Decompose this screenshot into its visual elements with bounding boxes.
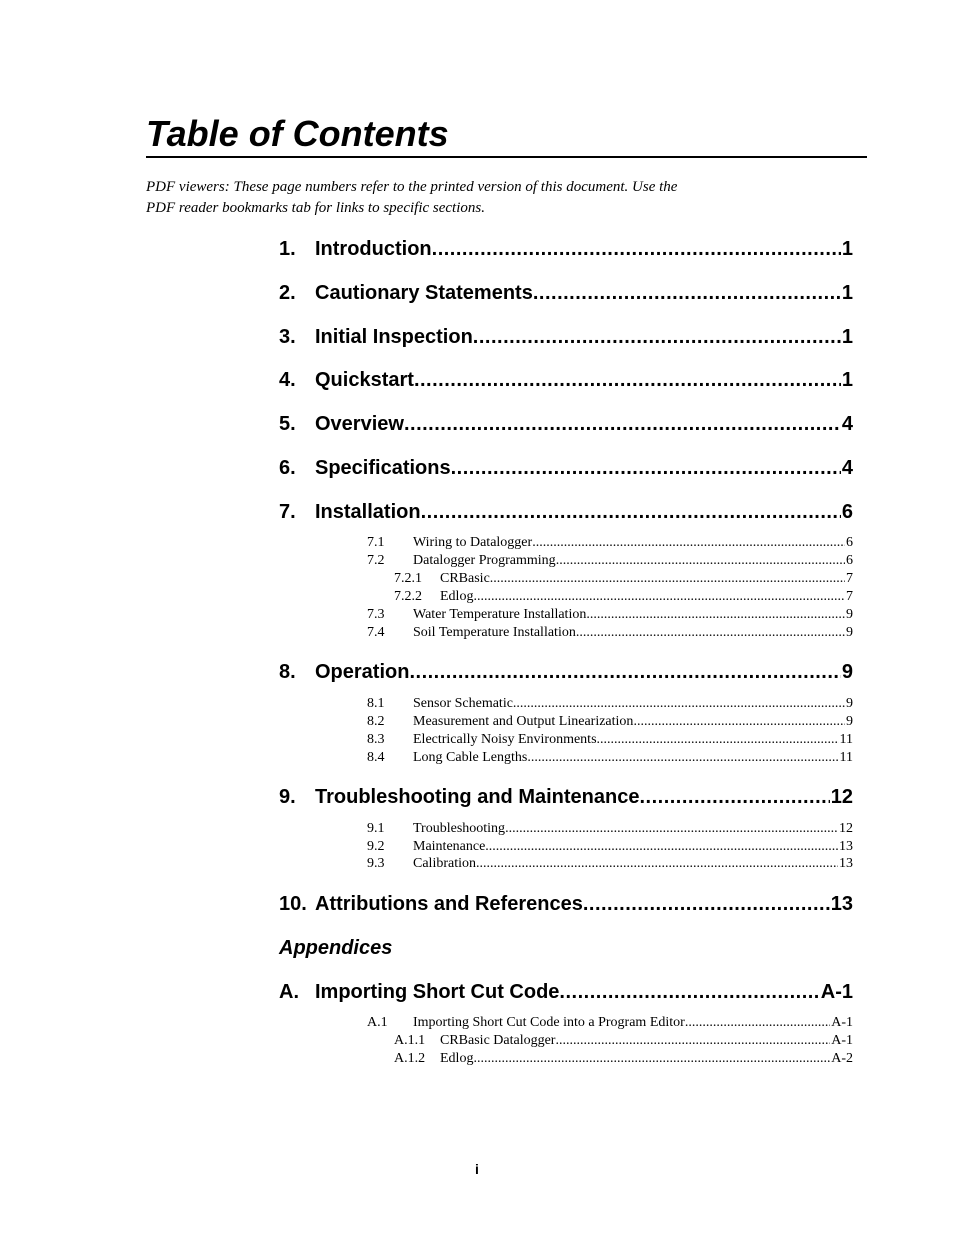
toc-page: 9 <box>846 625 853 640</box>
dot-leader <box>586 606 845 624</box>
dot-leader <box>556 552 845 570</box>
note-line-1: PDF viewers: These page numbers refer to the printed version of this document. Use the <box>146 179 678 195</box>
toc-number: 7.4 <box>367 625 385 640</box>
toc-entry-electrically-noisy-environments[interactable] <box>367 731 853 749</box>
toc-entry-installation[interactable] <box>279 500 853 524</box>
toc-page: 11 <box>839 732 853 747</box>
note-line-2: PDF reader bookmarks tab for links to specific sections. <box>146 200 485 216</box>
dot-leader <box>685 1014 830 1032</box>
toc-page: A-1 <box>831 1033 853 1048</box>
toc-entry-edlog[interactable] <box>394 588 853 606</box>
toc-page: 1 <box>841 369 853 391</box>
toc-page: 13 <box>830 893 853 915</box>
toc-number: 9. <box>279 786 296 808</box>
toc-label: Sensor Schematic <box>413 696 513 711</box>
toc-label: Initial Inspection <box>315 326 473 348</box>
toc-entry-introduction[interactable] <box>279 237 853 261</box>
toc-entry-specifications[interactable] <box>279 456 853 480</box>
toc-label: Specifications <box>315 457 451 479</box>
toc-label: Troubleshooting <box>413 821 506 836</box>
toc-number: 8.4 <box>367 750 385 765</box>
dot-leader <box>576 624 845 642</box>
dot-leader <box>404 412 841 436</box>
toc-page: 9 <box>846 607 853 622</box>
toc-number: 1. <box>279 238 296 260</box>
page-title: Table of Contents <box>146 113 449 154</box>
toc-number: 9.2 <box>367 839 385 854</box>
toc-label: Datalogger Programming <box>413 553 556 568</box>
toc-entry-edlog-appendix[interactable] <box>394 1050 853 1068</box>
toc-number: 3. <box>279 326 296 348</box>
toc-number: 7.2 <box>367 553 385 568</box>
dot-leader <box>633 713 845 731</box>
toc-entry-soil-temperature-installation[interactable] <box>367 624 853 642</box>
dot-leader <box>473 325 841 349</box>
toc-entry-long-cable-lengths[interactable] <box>367 749 853 767</box>
toc-page: A-1 <box>831 1015 853 1030</box>
toc-entry-maintenance[interactable] <box>367 838 853 856</box>
toc-page: 9 <box>846 696 853 711</box>
dot-leader <box>409 660 840 684</box>
toc-label: Troubleshooting and Maintenance <box>315 786 640 808</box>
toc-page: 12 <box>830 786 853 808</box>
toc-number: 9.3 <box>367 856 385 871</box>
toc-entry-initial-inspection[interactable] <box>279 325 853 349</box>
toc-page: 9 <box>846 714 853 729</box>
toc-number: A. <box>279 981 299 1003</box>
toc-number: 7. <box>279 501 296 523</box>
toc-entry-measurement-and-output-linearization[interactable] <box>367 713 853 731</box>
dot-leader <box>639 785 829 809</box>
toc-number: 8.2 <box>367 714 385 729</box>
dot-leader <box>597 731 839 749</box>
dot-leader <box>476 855 838 873</box>
dot-leader <box>490 570 845 588</box>
toc-label: Electrically Noisy Environments <box>413 732 597 747</box>
toc-entry-wiring-to-datalogger[interactable] <box>367 534 853 552</box>
dot-leader <box>513 695 845 713</box>
toc-label: Importing Short Cut Code into a Program Editor <box>413 1015 685 1030</box>
toc-page: 9 <box>841 661 853 683</box>
appendices-heading: Appendices <box>279 937 393 959</box>
toc-label: Introduction <box>315 238 432 260</box>
toc-label: Soil Temperature Installation <box>413 625 576 640</box>
toc-number: 2. <box>279 282 296 304</box>
toc-page: 7 <box>846 589 853 604</box>
toc-page: 6 <box>846 535 853 550</box>
title-rule <box>146 156 867 158</box>
toc-entry-operation[interactable] <box>279 660 853 684</box>
dot-leader <box>473 588 845 606</box>
toc-number: 7.2.2 <box>394 589 422 604</box>
toc-page: 13 <box>839 856 853 871</box>
toc-number: 8.3 <box>367 732 385 747</box>
toc-number: 7.2.1 <box>394 571 422 586</box>
toc-page: 4 <box>841 457 853 479</box>
toc-label: Calibration <box>413 856 476 871</box>
toc-entry-sensor-schematic[interactable] <box>367 695 853 713</box>
toc-page: 1 <box>841 282 853 304</box>
toc-page: 4 <box>841 413 853 435</box>
toc-label: Measurement and Output Linearization <box>413 714 634 729</box>
toc-number: 10. <box>279 893 307 915</box>
toc-number: 9.1 <box>367 821 385 836</box>
toc-entry-datalogger-programming[interactable] <box>367 552 853 570</box>
dot-leader <box>451 456 841 480</box>
toc-label: Importing Short Cut Code <box>315 981 560 1003</box>
dot-leader <box>532 534 845 552</box>
toc-number: 5. <box>279 413 296 435</box>
toc-label: Water Temperature Installation <box>413 607 587 622</box>
toc-label: Quickstart <box>315 369 414 391</box>
toc-label: Attributions and References <box>315 893 583 915</box>
toc-page: 6 <box>841 501 853 523</box>
toc-page: A-1 <box>820 981 853 1003</box>
dot-leader <box>533 281 841 305</box>
page-number: i <box>475 1161 479 1177</box>
dot-leader <box>559 980 819 1004</box>
dot-leader <box>421 500 841 524</box>
toc-entry-overview[interactable] <box>279 412 853 436</box>
toc-entry-crbasic-datalogger[interactable] <box>394 1032 853 1050</box>
toc-page: 13 <box>839 839 853 854</box>
dot-leader <box>432 237 841 261</box>
dot-leader <box>555 1032 830 1050</box>
toc-page: 1 <box>841 238 853 260</box>
toc-label: Edlog <box>440 589 474 604</box>
toc-number: A.1 <box>367 1015 388 1030</box>
toc-page: 6 <box>846 553 853 568</box>
toc-entry-troubleshooting-and-maintenance[interactable] <box>279 785 853 809</box>
toc-page: 11 <box>839 750 853 765</box>
toc-entry-quickstart[interactable] <box>279 368 853 392</box>
toc-label: Overview <box>315 413 404 435</box>
toc-number: 4. <box>279 369 296 391</box>
toc-label: CRBasic <box>440 571 490 586</box>
dot-leader <box>583 892 830 916</box>
toc-entry-troubleshooting[interactable] <box>367 820 853 838</box>
toc-label: CRBasic Datalogger <box>440 1033 556 1048</box>
toc-page: 12 <box>839 821 853 836</box>
toc-number: A.1.2 <box>394 1051 426 1066</box>
toc-entry-importing-short-cut-code[interactable] <box>279 980 853 1004</box>
toc-label: Installation <box>315 501 421 523</box>
toc-number: 8. <box>279 661 296 683</box>
toc-entry-water-temperature-installation[interactable] <box>367 606 853 624</box>
dot-leader <box>505 820 838 838</box>
toc-entry-cautionary-statements[interactable] <box>279 281 853 305</box>
toc-label: Long Cable Lengths <box>413 750 528 765</box>
toc-entry-calibration[interactable] <box>367 855 853 873</box>
toc-label: Operation <box>315 661 410 683</box>
dot-leader <box>485 838 838 856</box>
dot-leader <box>473 1050 830 1068</box>
toc-number: 6. <box>279 457 296 479</box>
dot-leader <box>527 749 838 767</box>
toc-entry-attributions-and-references[interactable] <box>279 892 853 916</box>
toc-label: Wiring to Datalogger <box>413 535 533 550</box>
toc-entry-crbasic[interactable] <box>394 570 853 588</box>
toc-label: Cautionary Statements <box>315 282 533 304</box>
toc-number: 7.3 <box>367 607 385 622</box>
dot-leader <box>414 368 841 392</box>
toc-label: Maintenance <box>413 839 486 854</box>
toc-page: A-2 <box>831 1051 853 1066</box>
pdf-viewer-note <box>146 177 826 219</box>
toc-entry-importing-into-program-editor[interactable] <box>367 1014 853 1032</box>
toc-page: 7 <box>846 571 853 586</box>
toc-number: A.1.1 <box>394 1033 426 1048</box>
toc-label: Edlog <box>440 1051 474 1066</box>
toc-number: 7.1 <box>367 535 385 550</box>
toc-number: 8.1 <box>367 696 385 711</box>
toc-page: 1 <box>841 326 853 348</box>
